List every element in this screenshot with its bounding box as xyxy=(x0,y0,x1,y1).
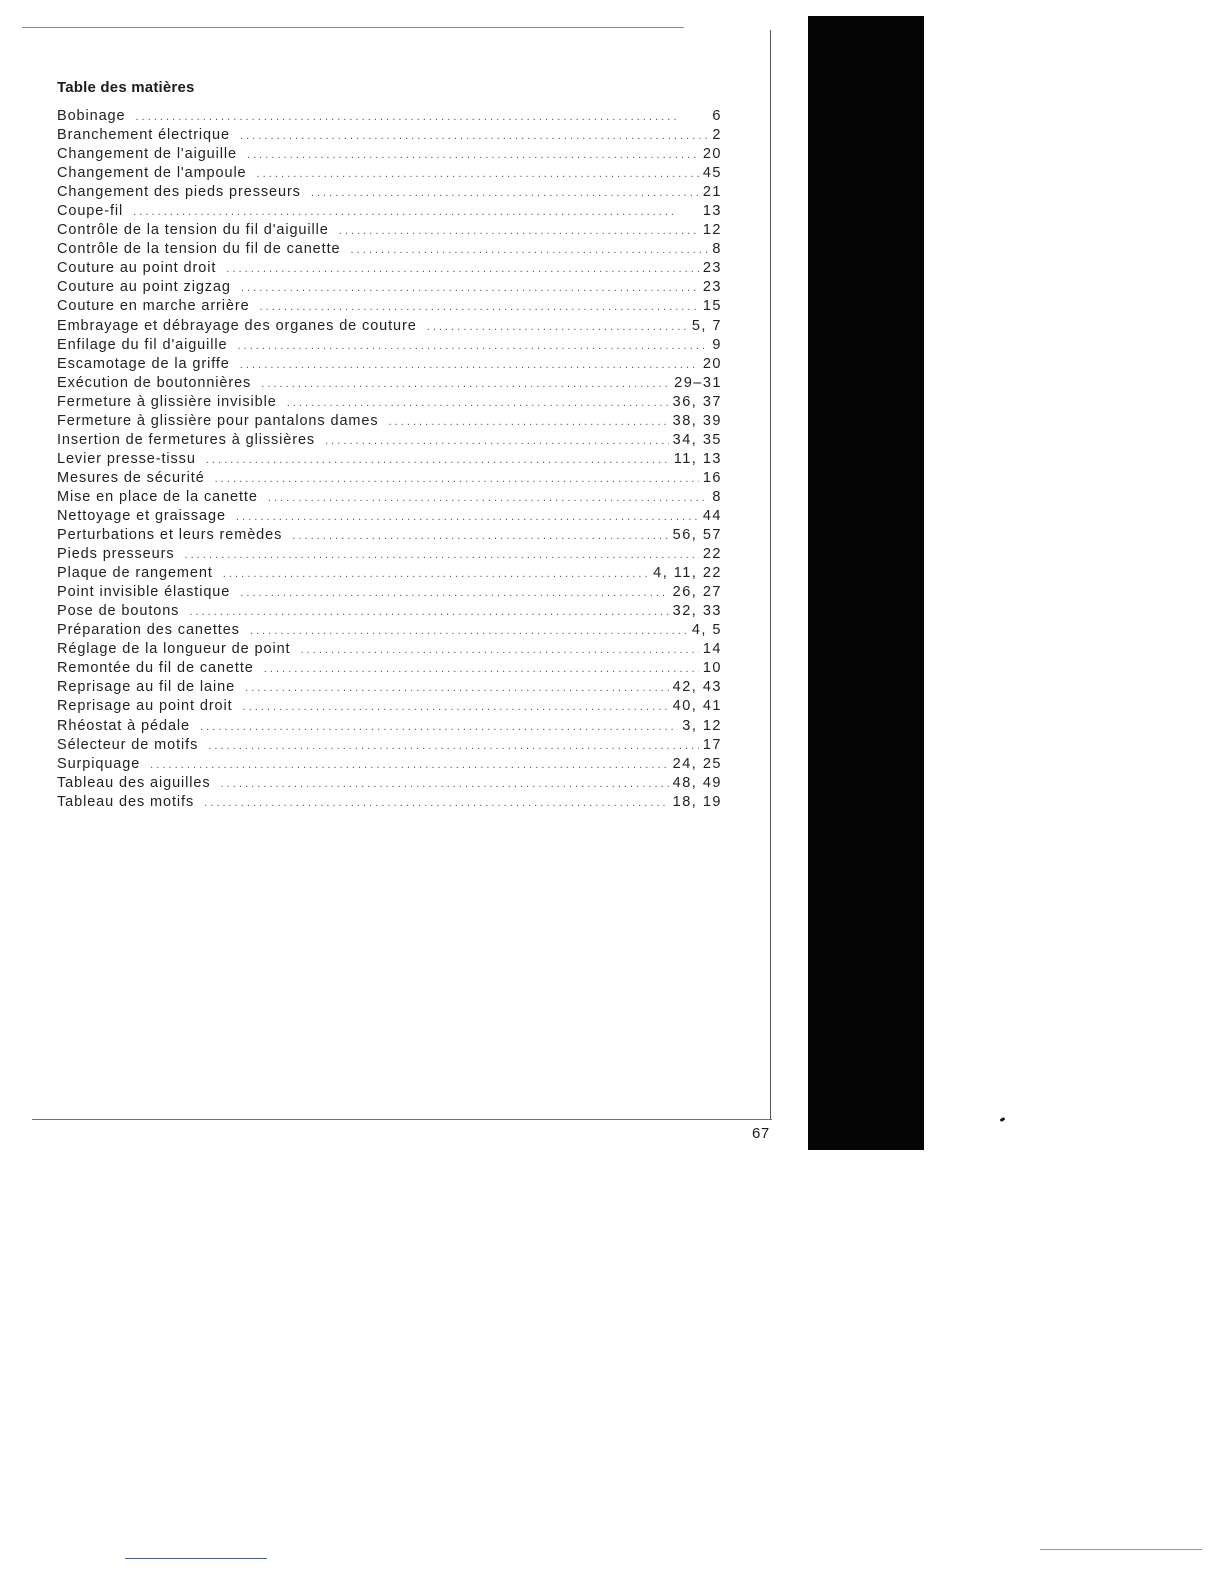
toc-entry xyxy=(57,393,722,412)
toc-entry xyxy=(57,602,722,621)
toc-entry xyxy=(57,697,722,716)
bottom-rule xyxy=(32,1119,772,1120)
toc-entry-title: Plaque de rangement xyxy=(57,565,213,582)
footer-rule-right xyxy=(1040,1549,1202,1550)
toc-entry-page: 16 xyxy=(702,469,722,486)
dot-leader xyxy=(264,660,699,679)
dot-leader xyxy=(257,165,699,184)
toc-entry-title: Couture au point zigzag xyxy=(57,279,231,296)
toc-entry xyxy=(57,221,722,240)
page-title: Table des matières xyxy=(57,79,195,97)
toc-entry-page: 4, 5 xyxy=(691,622,722,639)
page-number: 67 xyxy=(752,1125,770,1142)
toc-entry xyxy=(57,774,722,793)
toc-entry xyxy=(57,297,722,316)
table-of-contents xyxy=(57,107,722,812)
toc-entry xyxy=(57,488,722,507)
toc-entry-page: 20 xyxy=(702,146,722,163)
toc-entry-title: Branchement électrique xyxy=(57,127,230,144)
toc-entry-title: Préparation des canettes xyxy=(57,622,240,639)
toc-entry-page: 45 xyxy=(702,165,722,182)
top-rule xyxy=(22,27,684,28)
toc-entry xyxy=(57,583,722,602)
toc-entry xyxy=(57,507,722,526)
toc-entry xyxy=(57,107,722,126)
toc-entry-title: Contrôle de la tension du fil d'aiguille xyxy=(57,222,329,239)
toc-entry-title: Coupe-fil xyxy=(57,203,124,220)
toc-entry-page: 40, 41 xyxy=(672,698,722,715)
toc-entry xyxy=(57,164,722,183)
dot-leader xyxy=(243,698,669,717)
toc-entry-page: 8 xyxy=(712,241,722,258)
dot-leader xyxy=(241,279,699,298)
dot-leader xyxy=(260,298,699,317)
toc-entry-page: 14 xyxy=(702,641,722,658)
toc-entry xyxy=(57,278,722,297)
scan-edge-bar xyxy=(808,16,924,1150)
toc-entry-title: Point invisible élastique xyxy=(57,584,231,601)
dot-leader xyxy=(240,356,699,375)
toc-entry xyxy=(57,336,722,355)
toc-entry-page: 2 xyxy=(712,127,722,144)
dot-leader xyxy=(292,527,668,546)
toc-entry-title: Bobinage xyxy=(57,108,126,124)
dot-leader xyxy=(325,432,669,451)
dot-leader xyxy=(204,794,669,813)
toc-entry-page: 34, 35 xyxy=(672,431,722,448)
toc-entry-title: Remontée du fil de canette xyxy=(57,660,254,677)
toc-entry-title: Fermeture à glissière invisible xyxy=(57,393,277,410)
dot-leader xyxy=(261,375,670,394)
toc-entry-page: 9 xyxy=(712,336,722,353)
toc-entry xyxy=(57,469,722,488)
toc-entry-page: 36, 37 xyxy=(672,393,722,410)
toc-entry-title: Réglage de la longueur de point xyxy=(57,641,291,658)
dot-leader xyxy=(300,641,698,660)
dot-leader xyxy=(236,508,699,527)
toc-entry xyxy=(57,450,722,469)
dot-leader xyxy=(226,260,699,279)
toc-entry xyxy=(57,183,722,202)
dot-leader xyxy=(247,146,699,165)
toc-entry xyxy=(57,659,722,678)
toc-entry-page: 23 xyxy=(702,279,722,296)
toc-entry xyxy=(57,736,722,755)
dot-leader xyxy=(237,337,708,356)
toc-entry xyxy=(57,621,722,640)
toc-entry-title: Mesures de sécurité xyxy=(57,469,205,486)
toc-entry xyxy=(57,202,722,221)
dot-leader xyxy=(287,394,669,413)
toc-entry-page: 22 xyxy=(702,546,722,563)
dot-leader xyxy=(223,565,649,584)
dot-leader xyxy=(339,222,699,241)
toc-entry-title: Exécution de boutonnières xyxy=(57,374,252,391)
dot-leader xyxy=(215,470,699,489)
footer-rule-left xyxy=(125,1558,267,1559)
toc-entry xyxy=(57,317,722,336)
margin-line xyxy=(770,30,771,1120)
dot-leader xyxy=(311,184,699,203)
toc-entry-title: Couture au point droit xyxy=(57,260,217,277)
toc-entry-page: 56, 57 xyxy=(672,527,722,544)
toc-entry xyxy=(57,431,722,450)
toc-entry-page: 23 xyxy=(702,260,722,277)
toc-entry-title: Rhéostat à pédale xyxy=(57,717,190,734)
dot-leader xyxy=(189,603,668,622)
toc-entry xyxy=(57,640,722,659)
dot-leader xyxy=(268,489,709,508)
toc-entry-page: 6 xyxy=(712,108,722,124)
toc-entry-title: Reprisage au fil de laine xyxy=(57,679,236,696)
toc-entry-page: 29–31 xyxy=(674,374,722,391)
toc-entry xyxy=(57,412,722,431)
dot-leader xyxy=(240,127,708,146)
dot-leader xyxy=(200,718,678,737)
toc-entry xyxy=(57,564,722,583)
toc-entry xyxy=(57,145,722,164)
toc-entry-page: 24, 25 xyxy=(672,755,722,772)
toc-entry-title: Nettoyage et graissage xyxy=(57,507,226,524)
toc-entry xyxy=(57,717,722,736)
toc-entry-title: Pose de boutons xyxy=(57,603,180,620)
dot-leader xyxy=(389,413,669,432)
toc-entry-page: 48, 49 xyxy=(672,774,722,791)
dot-leader xyxy=(150,756,669,775)
toc-entry xyxy=(57,755,722,774)
toc-entry xyxy=(57,374,722,393)
toc-entry-page: 21 xyxy=(702,184,722,201)
toc-entry-page: 3, 12 xyxy=(682,717,722,734)
toc-entry xyxy=(57,678,722,697)
dot-leader xyxy=(427,318,688,337)
dot-leader xyxy=(221,775,669,794)
toc-entry xyxy=(57,545,722,564)
toc-entry-title: Fermeture à glissière pour pantalons dames xyxy=(57,412,379,429)
toc-entry-title: Levier presse-tissu xyxy=(57,450,196,467)
toc-entry-page: 12 xyxy=(702,222,722,239)
toc-entry xyxy=(57,793,722,812)
dot-leader xyxy=(133,203,699,222)
toc-entry-page: 44 xyxy=(702,507,722,524)
toc-entry-title: Perturbations et leurs remèdes xyxy=(57,527,283,544)
toc-entry-title: Tableau des motifs xyxy=(57,793,195,810)
toc-entry-title: Changement des pieds presseurs xyxy=(57,184,301,201)
toc-entry-title: Enfilage du fil d'aiguille xyxy=(57,336,228,353)
toc-entry-title: Surpiquage xyxy=(57,755,141,772)
toc-entry-title: Escamotage de la griffe xyxy=(57,355,230,372)
toc-entry-page: 10 xyxy=(702,660,722,677)
scan-speck xyxy=(1000,1117,1006,1122)
dot-leader xyxy=(206,451,670,470)
toc-entry-title: Tableau des aiguilles xyxy=(57,774,211,791)
toc-entry xyxy=(57,126,722,145)
toc-entry-page: 32, 33 xyxy=(672,603,722,620)
toc-entry-page: 26, 27 xyxy=(672,584,722,601)
toc-entry-page: 17 xyxy=(702,736,722,753)
toc-entry-page: 15 xyxy=(702,298,722,315)
toc-entry xyxy=(57,240,722,259)
toc-entry-title: Insertion de fermetures à glissières xyxy=(57,431,316,448)
toc-entry-page: 4, 11, 22 xyxy=(653,565,722,582)
dot-leader xyxy=(135,108,708,127)
toc-entry xyxy=(57,526,722,545)
toc-entry xyxy=(57,355,722,374)
dot-leader xyxy=(250,622,688,641)
toc-entry-page: 18, 19 xyxy=(672,793,722,810)
toc-entry-page: 20 xyxy=(702,355,722,372)
toc-entry-page: 11, 13 xyxy=(673,450,722,467)
toc-entry-title: Reprisage au point droit xyxy=(57,698,233,715)
dot-leader xyxy=(184,546,698,565)
toc-entry-title: Embrayage et débrayage des organes de couture xyxy=(57,317,417,334)
toc-entry-title: Changement de l'aiguille xyxy=(57,146,237,163)
toc-entry-page: 38, 39 xyxy=(672,412,722,429)
dot-leader xyxy=(245,679,669,698)
toc-entry-page: 5, 7 xyxy=(691,317,722,334)
toc-entry-page: 42, 43 xyxy=(672,679,722,696)
toc-entry-title: Sélecteur de motifs xyxy=(57,736,199,753)
toc-entry-title: Changement de l'ampoule xyxy=(57,165,247,182)
toc-entry-title: Mise en place de la canette xyxy=(57,488,258,505)
dot-leader xyxy=(240,584,668,603)
toc-entry-title: Couture en marche arrière xyxy=(57,298,250,315)
toc-entry xyxy=(57,259,722,278)
toc-entry-title: Pieds presseurs xyxy=(57,546,175,563)
dot-leader xyxy=(350,241,708,260)
toc-entry-title: Contrôle de la tension du fil de canette xyxy=(57,241,341,258)
dot-leader xyxy=(208,737,699,756)
toc-entry-page: 13 xyxy=(702,203,722,220)
toc-entry-page: 8 xyxy=(712,488,722,505)
